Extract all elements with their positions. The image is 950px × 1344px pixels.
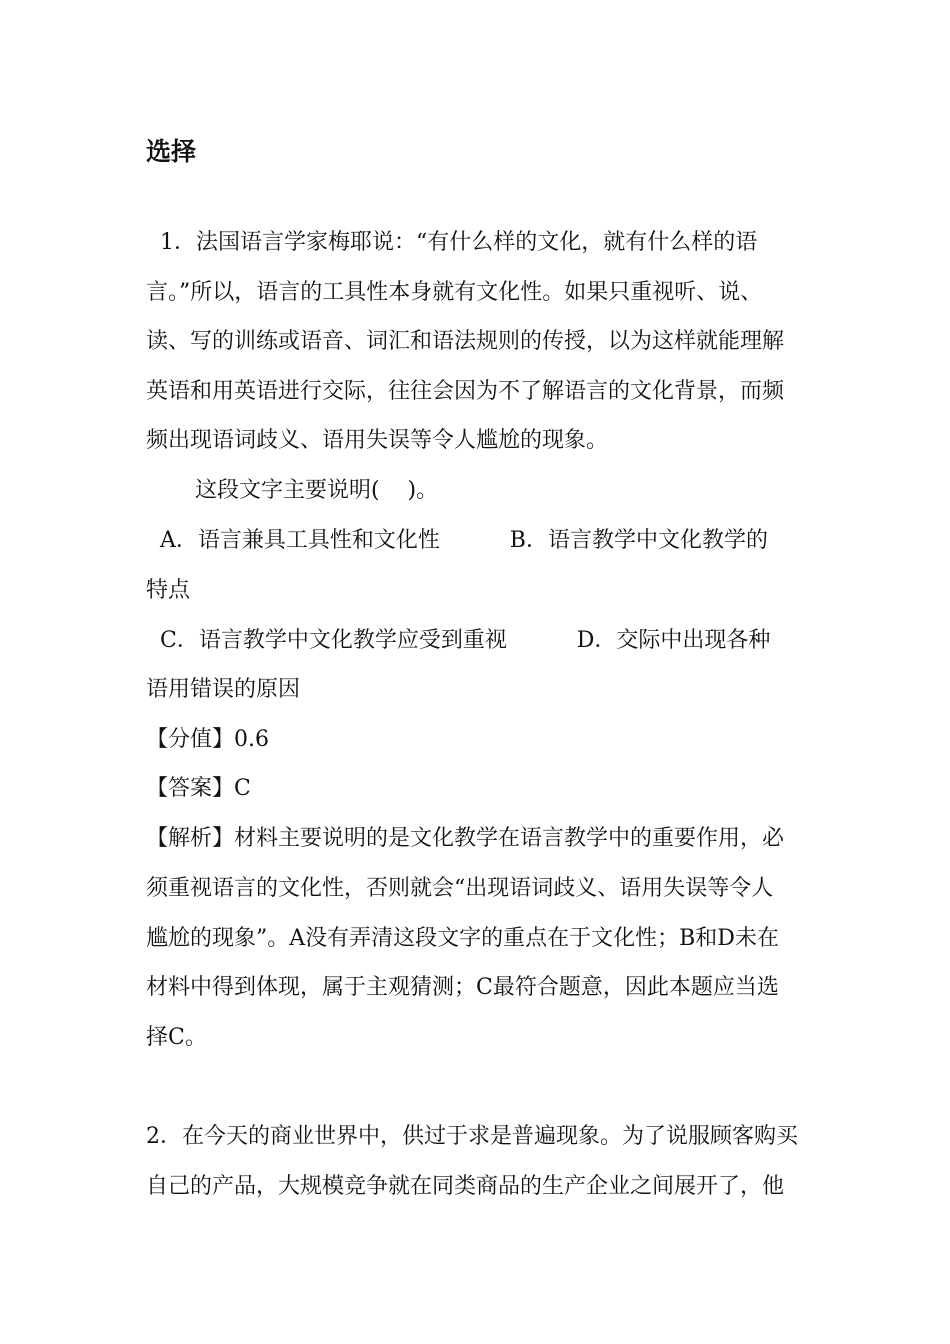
- question-1-text-line-3: 读、写的训练或语音、词汇和语法规则的传授，以为这样就能理解: [146, 329, 785, 354]
- question-1-analysis-line-4: 材料中得到体现，属于主观猜测；C最符合题意，因此本题应当选: [146, 975, 779, 1000]
- question-1-text-line-5: 频出现语词歧义、语用失误等令人尴尬的现象。: [146, 428, 609, 453]
- question-1-score: 【分值】0.6: [146, 727, 269, 752]
- question-1-analysis-line-3: 尴尬的现象”。A没有弄清这段文字的重点在于文化性；B和D未在: [146, 926, 779, 951]
- question-1-analysis-line-2: 须重视语言的文化性，否则就会“出现语词歧义、语用失误等令人: [146, 876, 774, 901]
- question-1-analysis-line-1: 【解析】材料主要说明的是文化教学在语言教学中的重要作用，必: [146, 826, 785, 851]
- question-1-text-line-2: 言。”所以，语言的工具性本身就有文化性。如果只重视听、说、: [146, 280, 763, 305]
- question-2-text-line-1: 2．在今天的商业世界中，供过于求是普遍现象。为了说服顾客购买: [146, 1124, 798, 1149]
- question-1-text-line-1: 1．法国语言学家梅耶说：“有什么样的文化，就有什么样的语: [146, 230, 758, 255]
- question-1-options-line-1: A．语言兼具工具性和文化性 B．语言教学中文化教学的: [146, 528, 768, 553]
- question-1-answer: 【答案】C: [146, 776, 251, 801]
- question-2-text-line-2: 自己的产品，大规模竞争就在同类商品的生产企业之间展开了，他: [146, 1174, 785, 1199]
- question-1-prompt: 这段文字主要说明( )。: [146, 478, 439, 503]
- question-1-analysis-line-5: 择C。: [146, 1025, 207, 1050]
- section-heading: 选择: [146, 137, 197, 166]
- question-1-options-line-2: 特点: [146, 578, 191, 603]
- question-1-options-line-4: 语用错误的原因: [146, 677, 301, 702]
- question-1-text-line-4: 英语和用英语进行交际，往往会因为不了解语言的文化背景，而频: [146, 379, 785, 404]
- question-1-options-line-3: C．语言教学中文化教学应受到重视 D．交际中出现各种: [146, 628, 771, 653]
